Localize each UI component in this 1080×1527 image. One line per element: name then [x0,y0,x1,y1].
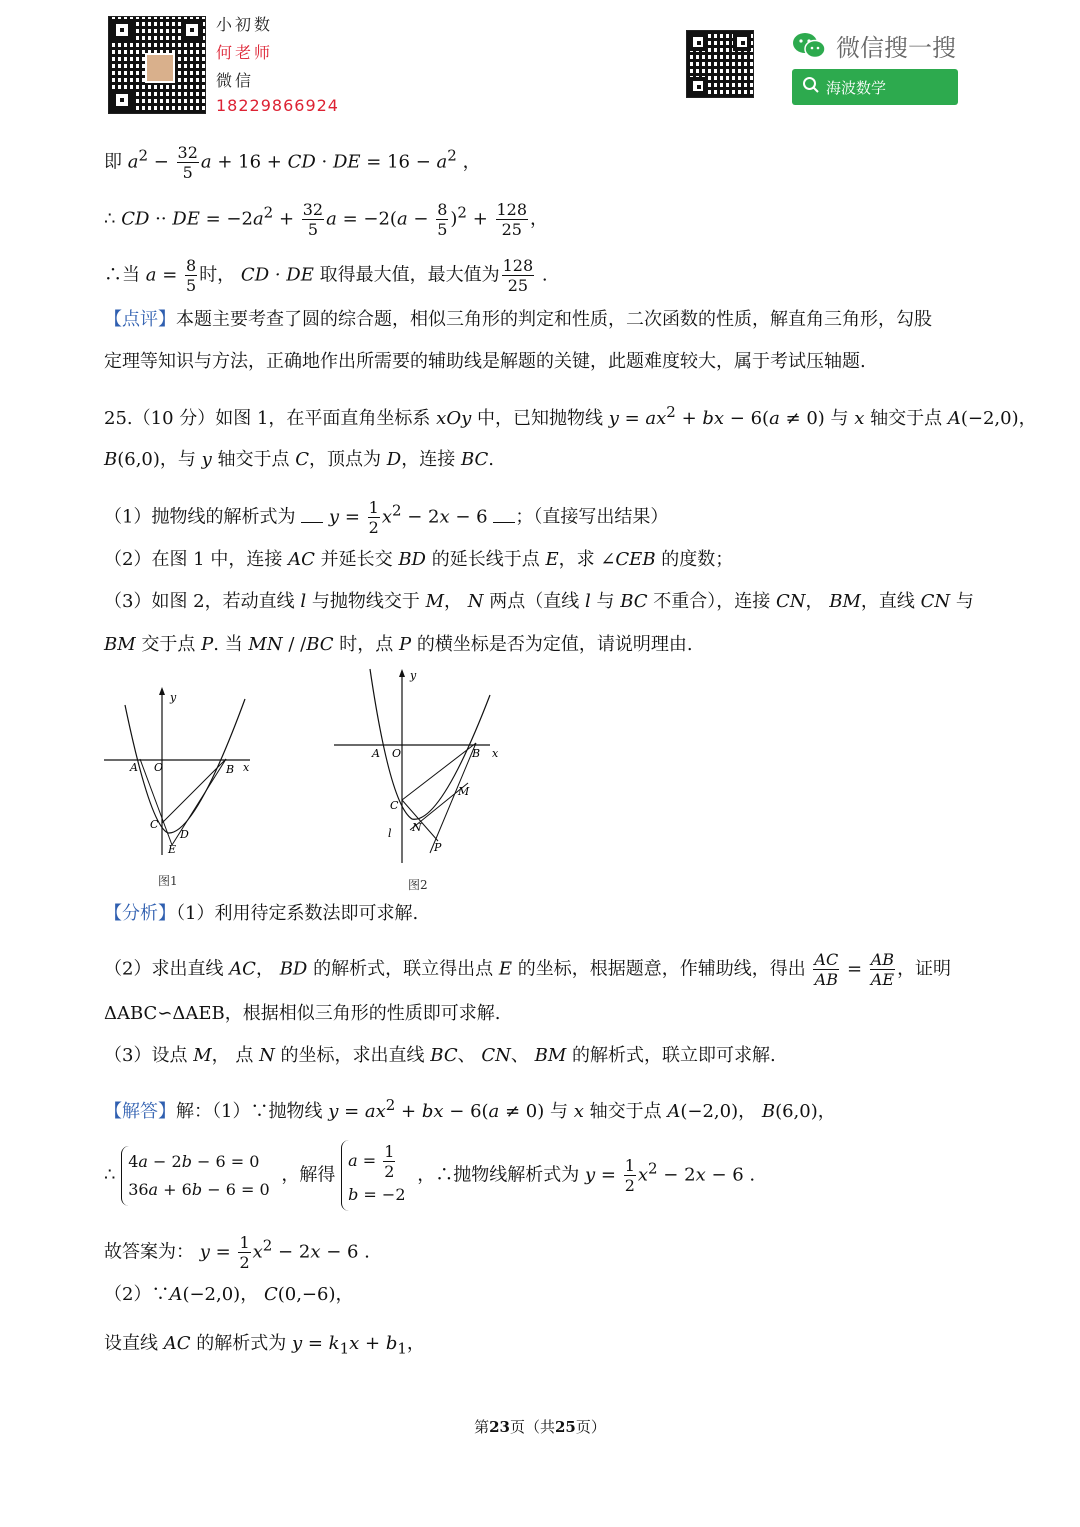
text-tail: ， [462,151,481,173]
fig2-label-y: y [410,669,417,682]
page-number: 23 [489,1418,510,1436]
figure-1-caption: 图1 [158,874,178,888]
analysis-text-3: ΔABC∽ΔAEB，根据相似三角形的性质即可求解. [104,1003,501,1024]
text-prefix: 即 [104,151,122,173]
text-end: . [541,264,548,286]
fig2-label-m: M [458,785,470,798]
problem-line-1: 25.（10 分）如图 1，在平面直角坐标系 xOy 中，已知抛物线 $y = ax^2$ + bx − 6(a ≠ 0) 与 x 轴交于点 A(−2,0)， [104,403,1037,429]
solution-system: ∴ 4a − 2b − 6 = 0 36a + 6b − 6 = 0 ，解得 a = $\frac{1}{2}$ b = −2 ，∴抛物线解析式为 y = $\frac{1}{2}$ $x^2 - 2x - 6$ . [104,1140,755,1211]
equation-line-1: 即 $a^2$ − $\frac{32}{5}$ a + 16 + CD · DE = $16 - a^2$ ， [104,143,481,182]
note-line-3: 微信 [216,71,255,90]
fig2-label-o: O [392,747,402,760]
set-ac: 设直线 [104,1333,158,1354]
review-tag: 【点评】 [104,309,176,330]
review-line-2 [104,350,866,374]
figure-1 [100,685,260,860]
math-cd-de: CD · DE [240,264,314,286]
fig2-label-p: P [434,841,442,854]
problem-line-2: B(6,0)，与 y 轴交于点 C，顶点为 D，连接 BC. [104,449,495,470]
question-3a: （3）如图 2，若动直线 l 与抛物线交于 M， N 两点（直线 l 与 BC 不重合），连接 CN， BM，直线 CN 与 [104,591,974,612]
therefore-symbol: ∴ [104,208,116,230]
fig1-label-a: A [130,761,138,774]
figure-2-caption: 图2 [408,878,428,892]
fig1-label-d: D [180,828,189,841]
question-3b: BM 交于点 P. 当 MN / /BC 时，点 P 的横坐标是否为定值，请说明理由. [104,634,693,655]
footer-mid: 页（共 [509,1418,555,1436]
text-prefix: ∴当 [104,264,140,286]
search-button-label: 海波数学 [826,78,887,97]
equation-line-2: ∴ CD ·· DE = $-2a^2$ + $\frac{32}{5}$ a = −2(a − $\frac{8}{5}$ )$^2$ + $\frac{128}{25}$ ， [104,200,549,239]
fig2-label-l: l [388,827,392,840]
text-max: 取得最大值，最大值为 [319,264,500,286]
analysis-line-3 [104,1002,501,1026]
figure-2 [330,665,510,865]
note-line-1: 小初数 [216,15,274,34]
analysis-text-1: （1）利用待定系数法即可求解. [176,903,419,924]
solve-word: ，解得 [281,1164,336,1186]
analysis-line-2: （2）求出直线 AC， BD 的解析式，联立得出点 E 的坐标，根据题意，作辅助线，得出 $\frac{AC}{AB}$ = $\frac{AB}{AE}$ ，证明 [104,950,952,989]
fig1-label-y: y [170,691,177,704]
q2-head: （2）在图 1 中，连接 [104,549,283,570]
solution-part-2: （2）∵A(−2,0)， C(0,−6)， [104,1284,354,1305]
fig1-label-o: O [154,761,164,774]
review-text-2: 定理等知识与方法，正确地作出所需要的辅助线是解题的关键，此题难度较大，属于考试压轴题. [104,351,866,372]
equation-line-3: ∴当 a = $\frac{8}{5}$ 时， CD · DE 取得最大值，最大值为 $\frac{128}{25}$ . [104,256,548,295]
fig2-label-c: C [390,799,399,812]
solution-line-1: 【解答】解：（1）∵抛物线 $y = ax^2$ + bx − 6(a ≠ 0) 与 x 轴交于点 A(−2,0)， B(6,0)， [104,1096,836,1122]
review-text-1: 本题主要考查了圆的综合题，相似三角形的判定和性质，二次函数的性质，解直角三角形，勾股 [176,309,932,330]
analysis-line-1 [104,902,418,926]
answer-line: 故答案为： y = $\frac{1}{2}$ $x^2 - 2x - 6$ . [104,1233,370,1272]
qr-code-icon [108,16,206,114]
q1-tail: ；（直接写出结果） [515,506,669,528]
analysis-text-2: （2）求出直线 [104,958,224,980]
text-mid: 时， [199,264,236,286]
wechat-search-label: 微信搜一搜 [836,34,956,62]
avatar [145,53,175,83]
fig2-label-a: A [372,747,380,760]
fig1-label-b: B [226,763,235,776]
analysis-line-4: （3）设点 M， 点 N 的坐标，求出直线 BC、 CN、 BM 的解析式，联立即可求解. [104,1045,776,1066]
solution-head: 解：（1）∵抛物线 [176,1101,323,1122]
fig1-label-c: C [150,818,159,831]
footer-pre: 第 [474,1418,490,1436]
footer-post: 页） [575,1418,606,1436]
page-total: 25 [555,1418,576,1436]
fig1-label-x: x [243,761,250,774]
search-button[interactable] [792,69,958,105]
problem-number: 25.（10 分）如图 1，在平面直角坐标系 [104,408,431,429]
fig2-label-x: x [492,747,499,760]
note-phone: 18229866924 [216,96,339,115]
analysis-text-4: （3）设点 [104,1045,188,1066]
note-line-2: 何老师 [216,43,274,62]
qr-code-icon [686,30,754,98]
question-1: （1）抛物线的解析式为 y = $\frac{1}{2}$ $x^2 - 2x - 6$ ；（直接写出结果） [104,498,669,537]
fig1-label-e: E [168,843,177,856]
answer-head: 故答案为： [104,1241,194,1263]
analysis-tag: 【分析】 [104,903,176,924]
q3-head: （3）如图 2，若动直线 [104,591,295,612]
fig2-label-n: N [412,821,422,834]
wechat-search-title [792,28,956,63]
fig2-label-b: B [472,747,481,760]
page-footer [0,1416,1080,1437]
wechat-icon [792,32,826,60]
solution-tag: 【解答】 [104,1101,176,1122]
search-icon [802,76,820,98]
review-line-1 [104,308,932,332]
part2-head: （2）∵ [104,1284,170,1305]
solution-conclude: ，∴抛物线解析式为 [417,1164,580,1186]
question-2: （2）在图 1 中，连接 AC 并延长交 BD 的延长线于点 E，求 ∠CEB 的度数； [104,549,734,570]
solution-line-ac: 设直线 AC 的解析式为 $y = k_1x + b_1$， [104,1333,425,1358]
q1-head: （1）抛物线的解析式为 [104,506,296,528]
analysis-text-2-tail: ，证明 [897,958,952,980]
